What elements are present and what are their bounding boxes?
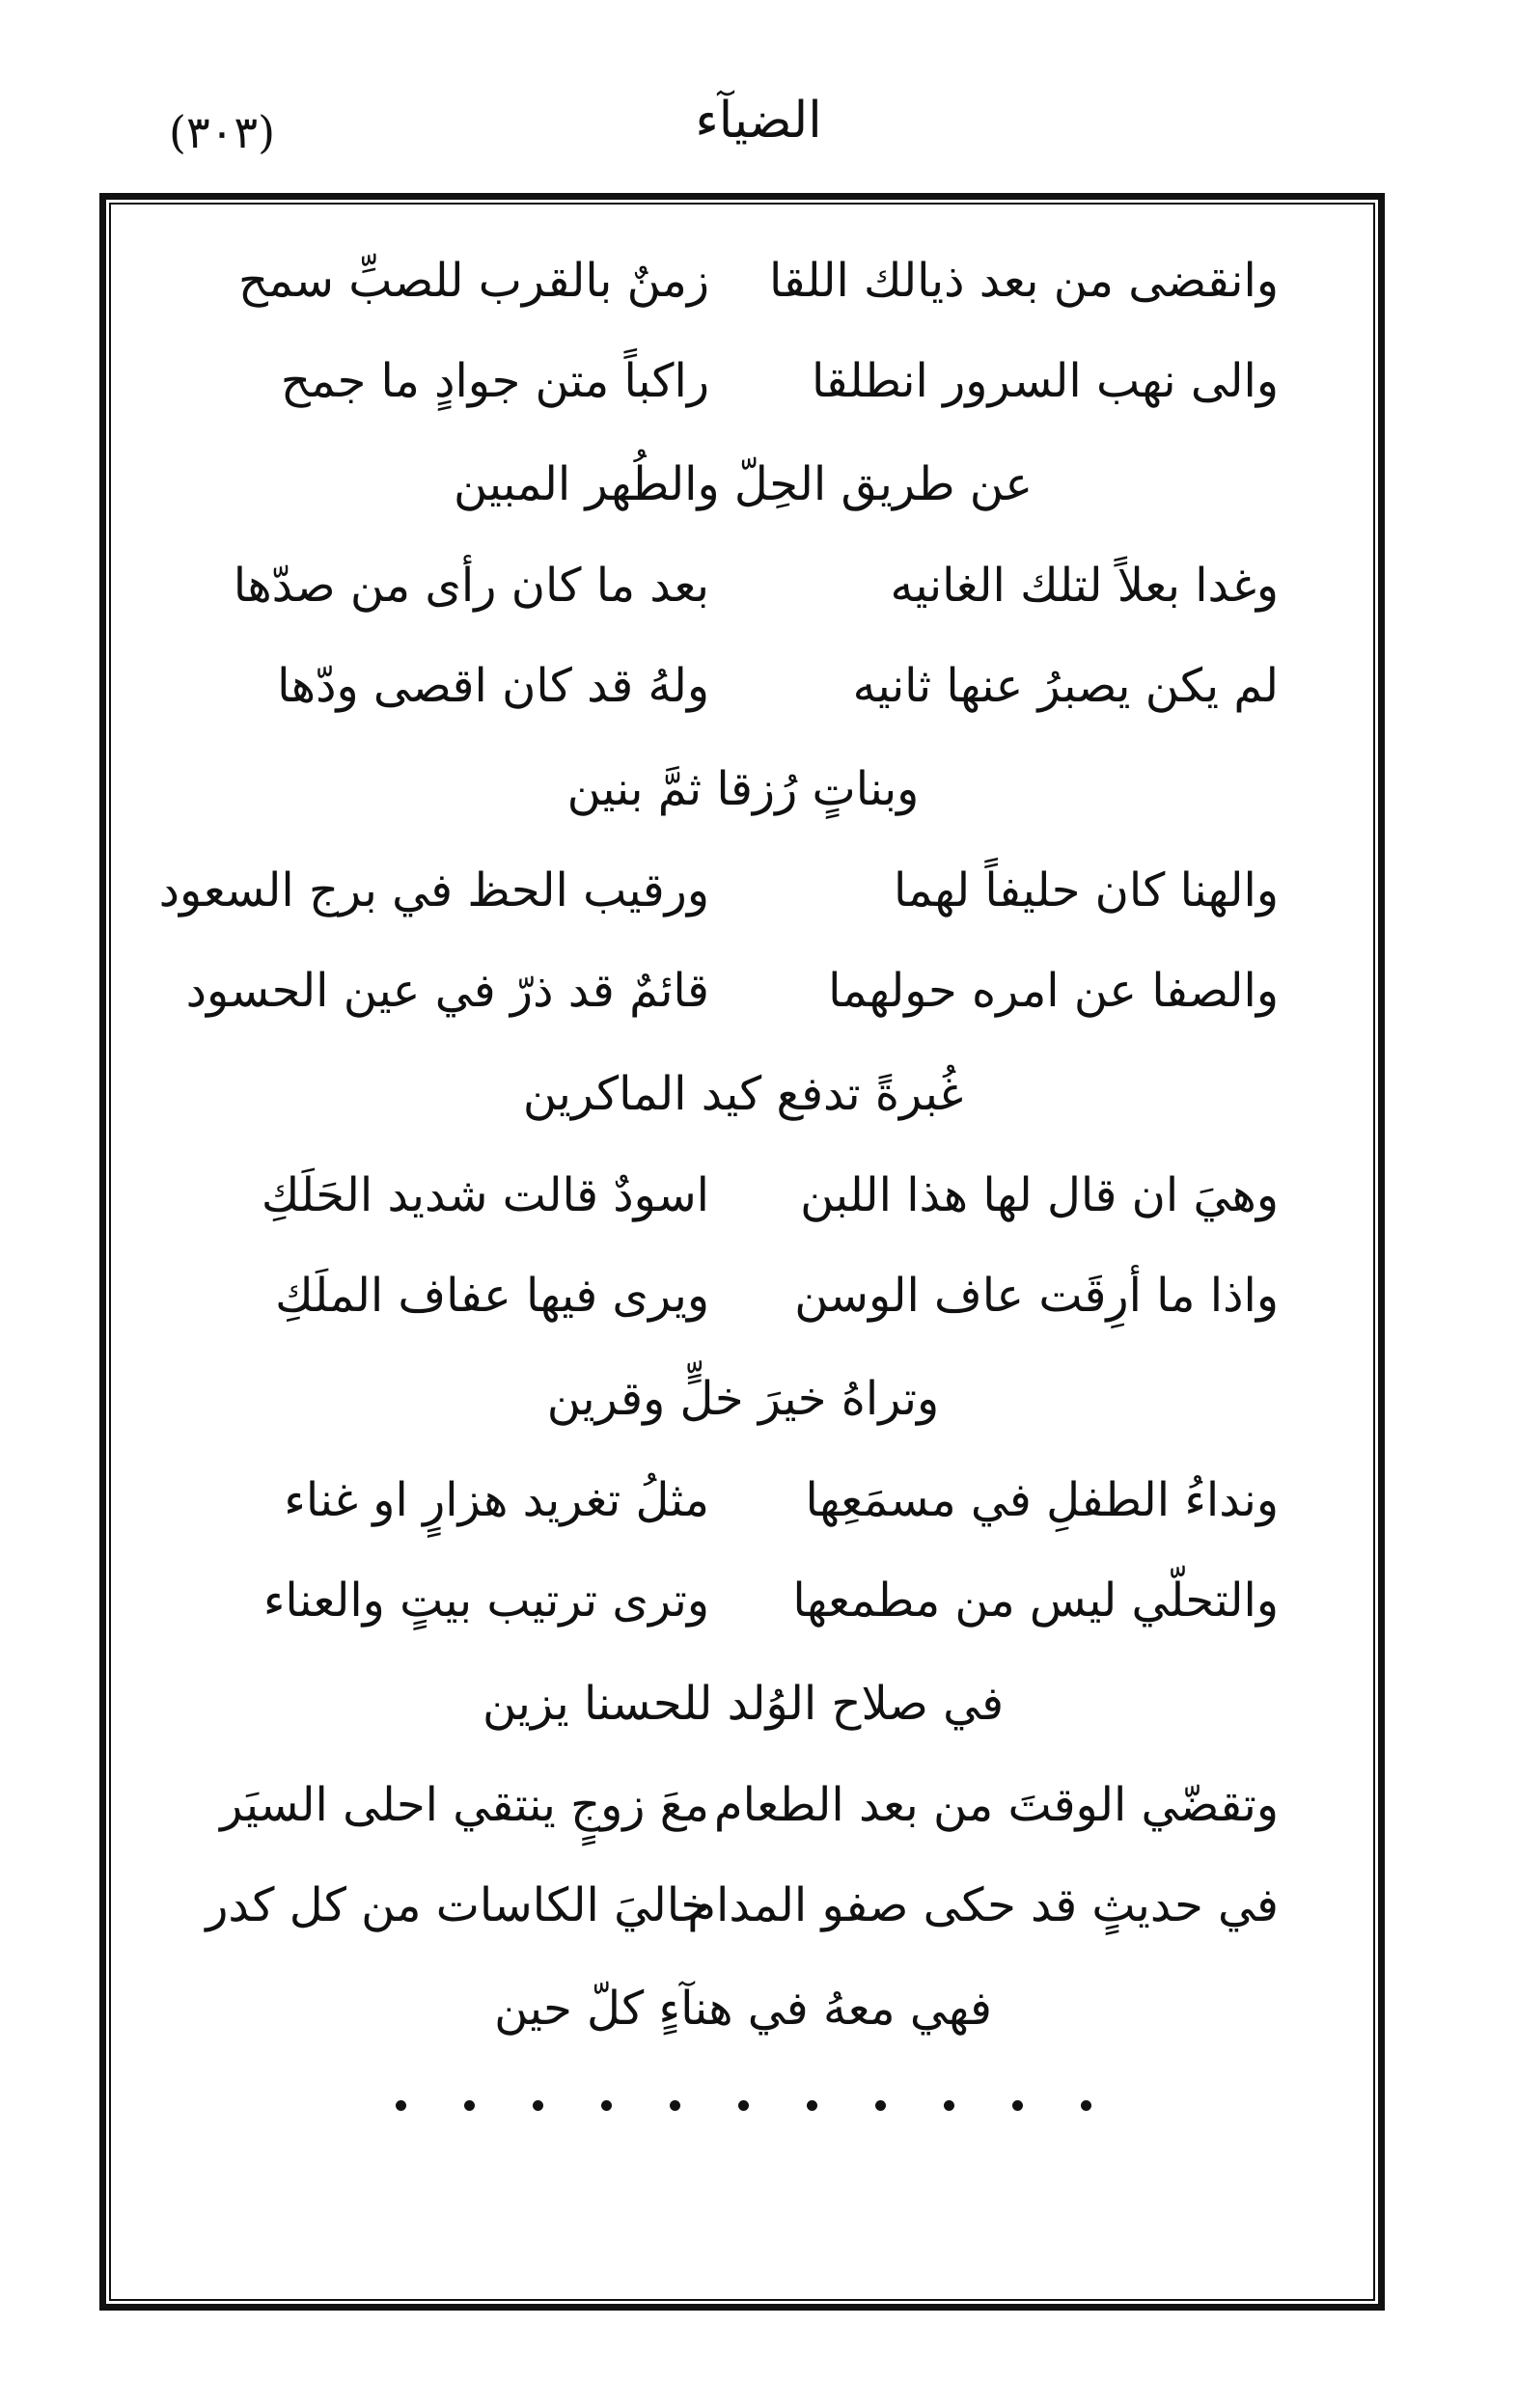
first-hemistich: وانقضى من بعد ذيالك اللقا (769, 254, 1279, 309)
refrain-line: عن طريق الحِلّ والطُهر المبين (454, 457, 1033, 511)
verse-line (207, 1551, 1279, 1652)
verse-line (207, 1451, 1279, 1551)
ornament-dot (670, 2100, 680, 2111)
second-hemistich: بعد ما كان رأى من صدّها (233, 559, 709, 614)
first-hemistich: والى نهب السرور انطلقا (811, 354, 1279, 409)
ornament-dot (875, 2100, 886, 2111)
second-hemistich: وترى ترتيب بيتٍ والعناء (262, 1573, 709, 1628)
stanza (158, 841, 1279, 1146)
first-hemistich: والصفا عن امره حولهما (828, 964, 1279, 1019)
first-hemistich: وتقضّي الوقتَ من بعد الطعام (713, 1778, 1279, 1833)
refrain-line: في صلاح الوُلد للحسنا يزين (482, 1677, 1005, 1731)
stanza (207, 1756, 1279, 2061)
first-hemistich: ونداءُ الطفلِ في مسمَعِها (805, 1473, 1279, 1528)
first-hemistich: وغدا بعلاً لتلك الغانيه (890, 559, 1279, 614)
first-hemistich: والتحلّي ليس من مطمعها (792, 1573, 1279, 1628)
ornament-dot (464, 2100, 475, 2111)
first-hemistich: وهيَ ان قال لها هذا اللبن (800, 1168, 1279, 1223)
verse-line (207, 637, 1279, 737)
refrain-line: غُبرةً تدفع كيد الماكرين (522, 1067, 964, 1121)
second-hemistich: ورقيب الحظ في برج السعود (158, 863, 709, 918)
ornament-dot (601, 2100, 612, 2111)
ornament-divider (207, 2066, 1279, 2144)
verse-line (207, 1146, 1279, 1246)
verse-line (207, 536, 1279, 637)
second-hemistich: ويرى فيها عفاف الملَكِ (275, 1269, 709, 1324)
poem-body (158, 232, 1279, 2144)
verse-line (207, 232, 1279, 332)
page-header (0, 0, 1517, 203)
second-hemistich: زمنٌ بالقرب للصبِّ سمح (238, 254, 709, 309)
ornament-dot (807, 2100, 817, 2111)
second-hemistich: ولهُ قد كان اقصى ودّها (277, 659, 709, 714)
first-hemistich: واذا ما أرِقَت عاف الوسن (794, 1269, 1279, 1324)
verse-line (207, 1856, 1279, 1956)
stanza (207, 536, 1279, 841)
ornament-dot (533, 2100, 543, 2111)
ornament-dot (944, 2100, 954, 2111)
ornament-dot (396, 2100, 406, 2111)
running-title: الضيآء (695, 92, 822, 150)
stanza (207, 232, 1279, 536)
first-hemistich: في حديثٍ قد حكى صفو المدام (687, 1878, 1279, 1933)
verse-line (207, 1756, 1279, 1856)
refrain-line: وتراهُ خيرَ خلٍّ وقرين (546, 1372, 940, 1426)
second-hemistich: راكباً متن جوادٍ ما جمح (280, 354, 709, 409)
second-hemistich: معَ زوجٍ ينتقي احلى السيَر (220, 1778, 709, 1833)
verse-line (207, 1246, 1279, 1347)
verse-line (185, 942, 1279, 1042)
refrain-line: فهي معهُ في هنآءٍ كلّ حين (494, 1982, 992, 2036)
second-hemistich: قائمٌ قد ذرّ في عين الحسود (185, 964, 709, 1019)
first-hemistich: لم يكن يصبرُ عنها ثانيه (852, 659, 1279, 714)
ornament-dot (1081, 2100, 1091, 2111)
second-hemistich: خاليَ الكاسات من كل كدر (206, 1878, 709, 1933)
page-number: (٣٠٣) (168, 106, 276, 158)
verse-line (158, 841, 1279, 942)
first-hemistich: والهنا كان حليفاً لهما (894, 863, 1279, 918)
verse-line (207, 332, 1279, 432)
stanza (207, 1146, 1279, 1451)
second-hemistich: اسودٌ قالت شديد الحَلَكِ (261, 1168, 709, 1223)
refrain-line: وبناتٍ رُزقا ثمَّ بنين (566, 762, 920, 816)
ornament-dot (738, 2100, 749, 2111)
second-hemistich: مثلُ تغريد هزارٍ او غناء (284, 1473, 709, 1528)
stanza (207, 1451, 1279, 1756)
ornament-dot (1012, 2100, 1023, 2111)
